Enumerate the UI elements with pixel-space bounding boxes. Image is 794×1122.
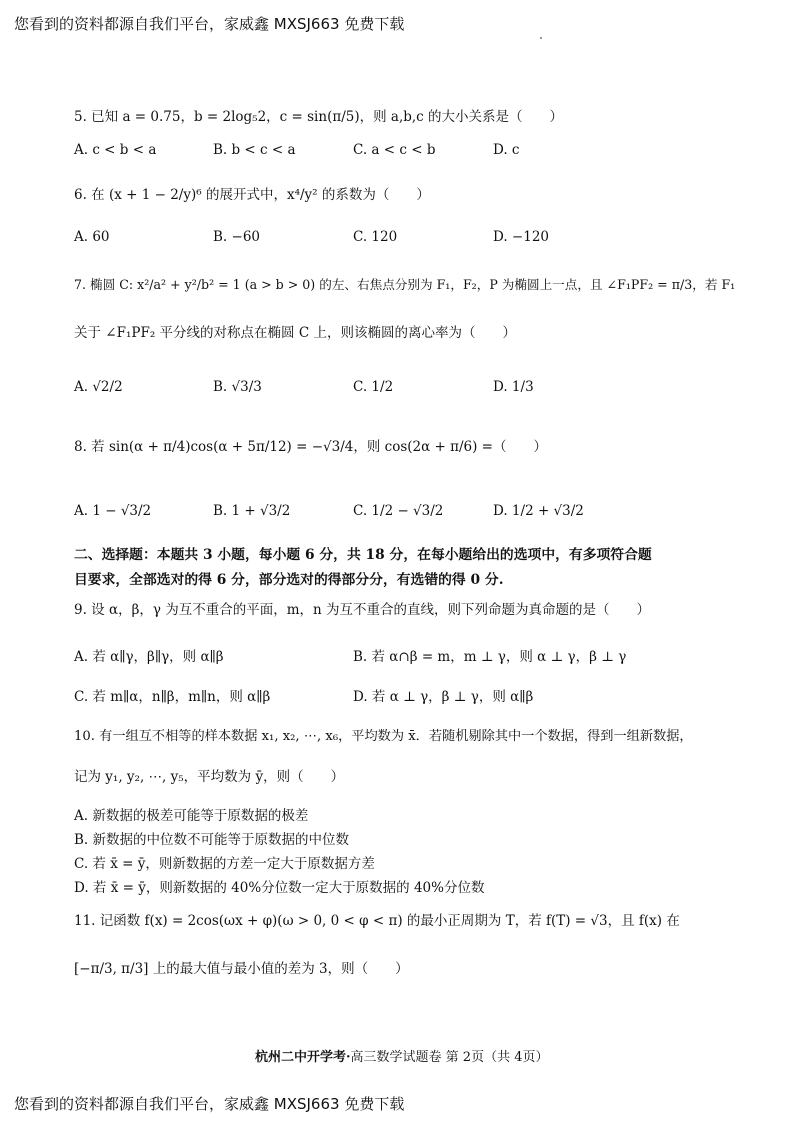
q10-option-b: B. 新数据的中位数不可能等于原数据的中位数 — [74, 832, 350, 848]
q8-option-b: B. 1 + √3/2 — [213, 503, 291, 519]
q6-option-d: D. −120 — [493, 229, 550, 245]
q9-option-b: B. 若 α∩β = m，m ⊥ γ，则 α ⊥ γ，β ⊥ γ — [353, 649, 627, 665]
footer-page-info: 高三数学试题卷 第 2页（共 4页） — [350, 1050, 549, 1065]
q7-option-d: D. 1/3 — [493, 379, 534, 395]
q9-option-c: C. 若 m∥α，n∥β，m∥n，则 α∥β — [74, 689, 271, 705]
q7-option-a: A. √2/2 — [74, 379, 123, 395]
watermark-top: 您看到的资料都源自我们平台，家威鑫 MXSJ663 免费下载 — [14, 15, 405, 33]
q11-stem-line2: [−π/3, π/3] 上的最大值与最小值的差为 3，则（ ） — [74, 961, 409, 977]
q5-stem: 5. 已知 a = 0.75，b = 2log₅2，c = sin(π/5)，则 a,b,c 的大小关系是（ ） — [74, 109, 564, 125]
page-footer — [255, 1046, 548, 1065]
q7-stem-line1: 7. 椭圆 C: x²/a² + y²/b² = 1 (a > b > 0) 的左、右焦点分别为 F₁，F₂，P 为椭圆上一点，且 ∠F₁PF₂ = π/3，若 F₁ — [74, 277, 736, 292]
speck — [540, 37, 542, 39]
footer-school: 杭州二中开学考· — [255, 1050, 351, 1065]
q8-stem: 8. 若 sin(α + π/4)cos(α + 5π/12) = −√3/4，则 cos(2α + π/6) =（ ） — [74, 439, 547, 455]
q9-stem: 9. 设 α，β，γ 为互不重合的平面，m，n 为互不重合的直线，则下列命题为真命题的是（ ） — [74, 602, 651, 618]
q7-option-c: C. 1/2 — [353, 379, 394, 395]
q6-stem: 6. 在 (x + 1 − 2/y)⁶ 的展开式中，x⁴/y² 的系数为（ ） — [74, 187, 430, 203]
q11-stem-line1: 11. 记函数 f(x) = 2cos(ωx + φ)(ω > 0, 0 < φ < π) 的最小正周期为 T，若 f(T) = √3，且 f(x) 在 — [74, 913, 680, 929]
q5-option-b: B. b < c < a — [213, 142, 296, 158]
q8-option-d: D. 1/2 + √3/2 — [493, 503, 584, 519]
q8-option-c: C. 1/2 − √3/2 — [353, 503, 444, 519]
q10-option-a: A. 新数据的极差可能等于原数据的极差 — [74, 808, 309, 824]
q9-option-a: A. 若 α∥γ，β∥γ，则 α∥β — [74, 649, 224, 665]
q5-option-a: A. c < b < a — [74, 142, 157, 158]
q10-option-c: C. 若 x̄ = ȳ，则新数据的方差一定大于原数据方差 — [74, 856, 375, 872]
q7-stem-line2: 关于 ∠F₁PF₂ 平分线的对称点在椭圆 C 上，则该椭圆的离心率为（ ） — [74, 325, 516, 341]
q10-stem-line2: 记为 y₁, y₂, ⋯, y₅，平均数为 ȳ，则（ ） — [74, 769, 345, 785]
q6-option-a: A. 60 — [74, 229, 110, 245]
q6-option-c: C. 120 — [353, 229, 398, 245]
q5-option-c: C. a < c < b — [353, 142, 436, 158]
section2-heading-line1: 二、选择题：本题共 3 小题，每小题 6 分，共 18 分，在每小题给出的选项中，有多项符合题 — [74, 547, 652, 563]
q9-option-d: D. 若 α ⊥ γ，β ⊥ γ，则 α∥β — [353, 689, 534, 705]
q7-option-b: B. √3/3 — [213, 379, 262, 395]
q10-stem-line1: 10. 有一组互不相等的样本数据 x₁, x₂, ⋯, x₆，平均数为 x̄．若随机剔除其中一个数据，得到一组新数据， — [74, 729, 693, 744]
q6-option-b: B. −60 — [213, 229, 260, 245]
q5-option-d: D. c — [493, 142, 520, 158]
q10-option-d: D. 若 x̄ = ȳ，则新数据的 40%分位数一定大于原数据的 40%分位数 — [74, 880, 485, 896]
section2-heading-line2: 目要求，全部选对的得 6 分，部分选对的得部分分，有选错的得 0 分. — [74, 572, 504, 588]
watermark-bottom: 您看到的资料都源自我们平台，家威鑫 MXSJ663 免费下载 — [14, 1095, 405, 1113]
q8-option-a: A. 1 − √3/2 — [74, 503, 152, 519]
